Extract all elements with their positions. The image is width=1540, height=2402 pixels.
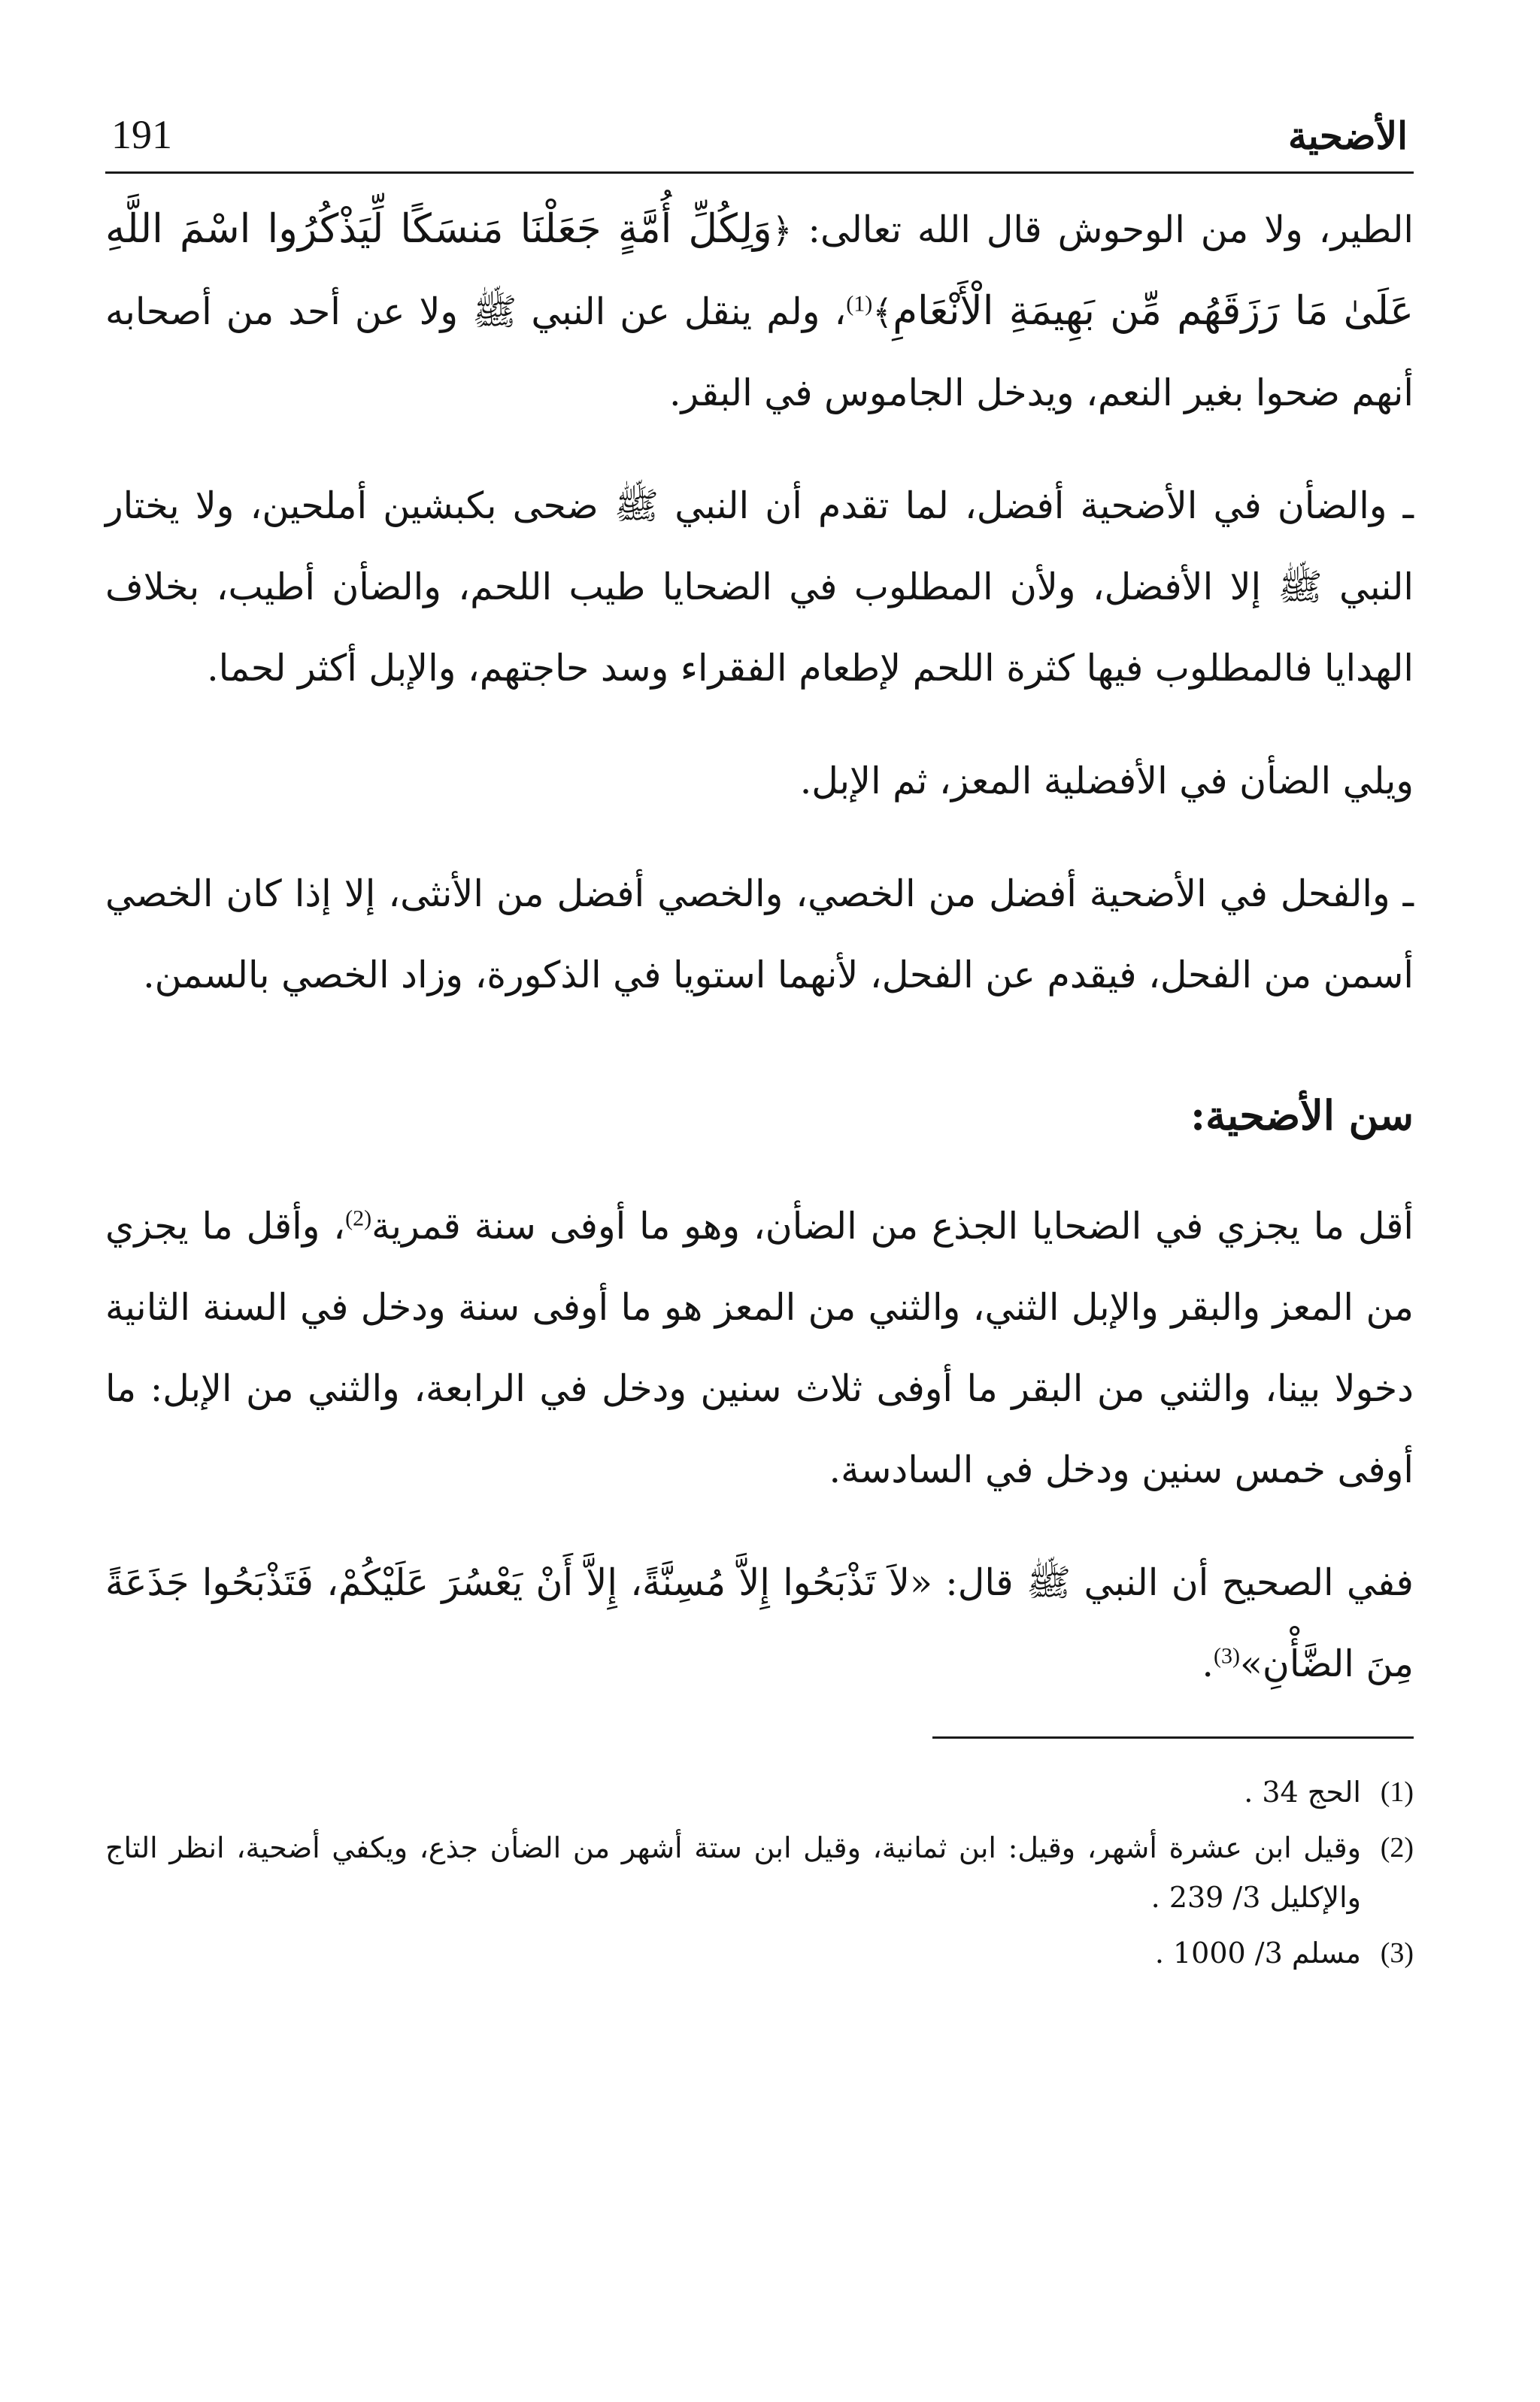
footnotes (105, 1767, 1414, 1978)
paragraph-3: ويلي الضأن في الأفضلية المعز، ثم الإبل. (799, 760, 1414, 802)
section-paragraph-1 (105, 1186, 1414, 1511)
page-header (105, 90, 1414, 158)
paragraph-4: ـ والفحل في الأضحية أفضل من الخصي، والخصي أفضل من الأنثى، إلا إذا كان الخصي أسمن من الفحل، فيقدم عن الفحل، لأنهما استويا في الذكورة، وزاد الخصي بالسمن. (105, 872, 1414, 996)
quran-bracket-open: ﴿ (772, 210, 793, 250)
footnote-3 (105, 1928, 1414, 1978)
main-text (105, 189, 1414, 1705)
footnote-text: وقيل ابن عشرة أشهر، وقيل: ابن ثمانية، وقيل ابن ستة أشهر من الضأن جذع، ويكفي أضحية، انظر التاج والإكليل 3/ 239 . (105, 1831, 1361, 1914)
footnote-ref-1[interactable]: (1) (846, 291, 873, 317)
hadith-quote: «لاَ تَذْبَحُوا إِلاَّ مُسِنَّةً، إِلاَّ أَنْ يَعْسُرَ عَلَيْكُمْ، فَتَذْبَحُوا جَذَعَةً مِنَ الضَّأْنِ» (105, 1561, 1414, 1685)
section-paragraph-2 (105, 1542, 1414, 1705)
book-page (105, 90, 1414, 1984)
quran-bracket-close: ﴾ (872, 292, 893, 332)
section-paragraph-2-lead: ففي الصحيح أن النبي ﷺ قال: (932, 1561, 1414, 1604)
running-title: الأضحية (1287, 114, 1408, 158)
footnote-separator (932, 1736, 1414, 1739)
quran-verse: وَلِكُلِّ أُمَّةٍ جَعَلْنَا مَنسَكًا لِّيَذْكُرُوا اسْمَ اللَّهِ عَلَىٰ مَا رَزَقَهُم مِّن بَهِيمَةِ الْأَنْعَامِ (105, 206, 1414, 334)
section-paragraph-2-tail: . (1202, 1642, 1214, 1685)
paragraph-1-lead: الطير، ولا من الوحوش قال الله تعالى: (792, 208, 1414, 251)
page-number: 191 (111, 112, 172, 157)
section-heading: سن الأضحية: (1190, 1091, 1414, 1139)
paragraph-1 (105, 189, 1414, 434)
paragraph-1-tail: ، ولم ينقل عن النبي ﷺ ولا عن أحد من أصحابه أنهم ضحوا بغير النعم، ويدخل الجاموس في البقر. (105, 290, 1414, 414)
paragraph-2: ـ والضأن في الأضحية أفضل، لما تقدم أن النبي ﷺ ضحى بكبشين أملحين، ولا يختار النبي ﷺ إلا الأفضل، ولأن المطلوب في الضحايا طيب اللحم، والضأن أطيب، بخلاف الهدايا فالمطلوب فيها كثرة اللحم لإطعام الفقراء وسد حاجتهم، والإبل أكثر لحما. (105, 484, 1414, 690)
footnote-ref-3[interactable]: (3) (1213, 1643, 1240, 1669)
footnote-1 (105, 1767, 1414, 1817)
section-paragraph-1-lead: أقل ما يجزي في الضحايا الجذع من الضأن، وهو ما أوفى سنة قمرية (371, 1205, 1414, 1248)
footnote-marker: (3) (1380, 1937, 1414, 1969)
footnote-ref-2[interactable]: (2) (345, 1206, 372, 1231)
footnote-text: الحج 34 . (1244, 1776, 1361, 1809)
footnote-text: مسلم 3/ 1000 . (1154, 1936, 1361, 1970)
section-paragraph-1-tail: ، وأقل ما يجزي من المعز والبقر والإبل الثني، والثني من المعز هو ما أوفى سنة ودخل في السنة الثانية دخولا بينا، والثني من البقر ما أوفى ثلاث سنين ودخل في الرابعة، والثني من الإبل: ما أوفى خمس سنين ودخل في السادسة. (105, 1205, 1414, 1491)
footnote-marker: (2) (1380, 1832, 1414, 1864)
footnote-marker: (1) (1380, 1776, 1414, 1808)
header-rule (105, 171, 1414, 174)
footnote-2 (105, 1823, 1414, 1922)
